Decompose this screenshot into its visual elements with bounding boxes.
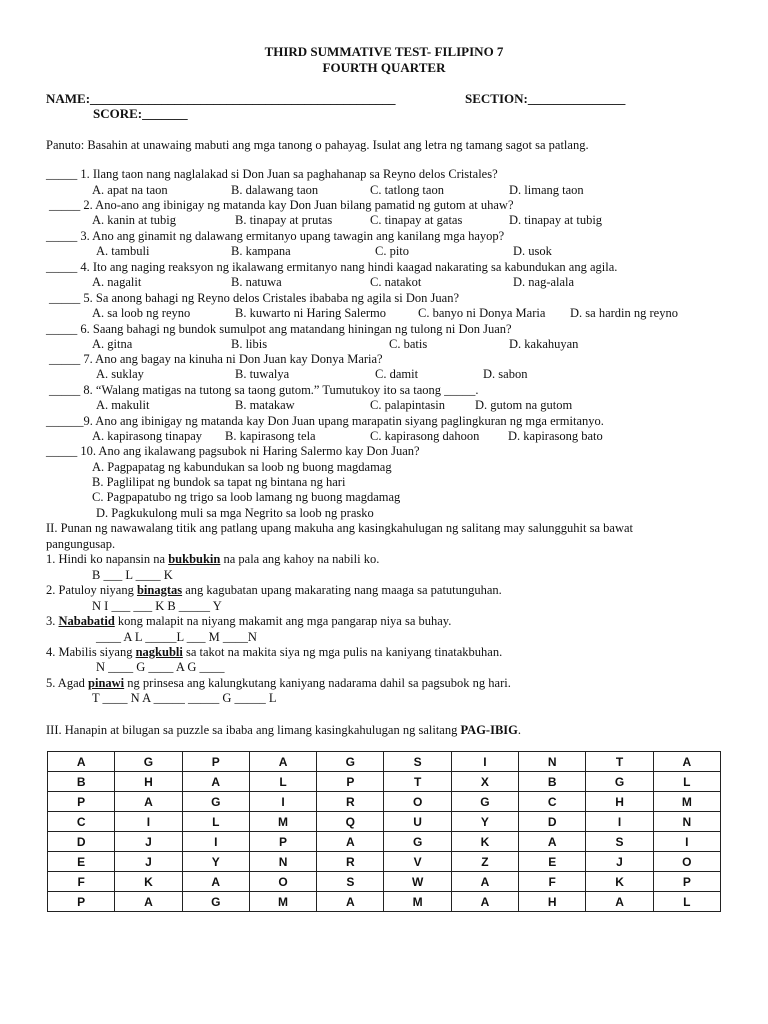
puzzle-row bbox=[48, 772, 721, 792]
puzzle-cell[interactable]: P bbox=[48, 892, 115, 912]
puzzle-cell[interactable]: A bbox=[182, 772, 249, 792]
q10-choice-c: C. Pagpapatubo ng trigo sa loob lamang ng buong magdamag bbox=[92, 490, 401, 504]
puzzle-cell[interactable]: N bbox=[653, 812, 720, 832]
puzzle-cell[interactable]: P bbox=[249, 832, 316, 852]
q10-choice-b: B. Paglilipat ng bundok sa tapat ng bintana ng hari bbox=[92, 475, 346, 489]
puzzle-cell[interactable]: S bbox=[384, 752, 451, 772]
puzzle-cell[interactable]: C bbox=[48, 812, 115, 832]
puzzle-cell[interactable]: A bbox=[115, 892, 182, 912]
puzzle-cell[interactable]: O bbox=[653, 852, 720, 872]
puzzle-cell[interactable]: F bbox=[48, 872, 115, 892]
q5-choice-d: D. sa hardin ng reyno bbox=[570, 306, 678, 320]
part2-item-5: 5. Agad pinawi ng prinsesa ang kalungkutang kaniyang nadarama dahil sa pagsubok ng hari. bbox=[46, 676, 511, 690]
q9-choice-d: D. kapirasong bato bbox=[508, 429, 603, 443]
puzzle-cell[interactable]: L bbox=[249, 772, 316, 792]
score-field-label: SCORE:_______ bbox=[93, 106, 188, 121]
puzzle-row bbox=[48, 852, 721, 872]
q7-choice-d: D. sabon bbox=[483, 367, 528, 381]
question-5: _____ 5. Sa anong bahagi ng Reyno delos Cristales ibababa ng agila si Don Juan? bbox=[49, 291, 459, 305]
puzzle-cell[interactable]: A bbox=[451, 892, 518, 912]
q8-choice-c: C. palapintasin bbox=[370, 398, 445, 412]
q5-choice-a: A. sa loob ng reyno bbox=[92, 306, 191, 320]
puzzle-cell[interactable]: J bbox=[115, 852, 182, 872]
puzzle-cell[interactable]: A bbox=[48, 752, 115, 772]
puzzle-cell[interactable]: C bbox=[519, 792, 586, 812]
puzzle-cell[interactable]: P bbox=[317, 772, 384, 792]
puzzle-cell[interactable]: T bbox=[586, 752, 653, 772]
puzzle-cell[interactable]: L bbox=[653, 772, 720, 792]
puzzle-cell[interactable]: K bbox=[115, 872, 182, 892]
puzzle-cell[interactable]: I bbox=[182, 832, 249, 852]
puzzle-cell[interactable]: G bbox=[182, 892, 249, 912]
puzzle-cell[interactable]: P bbox=[48, 792, 115, 812]
q7-choice-c: C. damit bbox=[375, 367, 419, 381]
test-subtitle: FOURTH QUARTER bbox=[322, 60, 446, 75]
q2-choice-b: B. tinapay at prutas bbox=[235, 213, 333, 227]
question-9: ______9. Ano ang ibinigay ng matanda kay Don Juan upang marapatin siyang paglingkuran ng mga ermitanyo. bbox=[46, 414, 604, 428]
question-6: _____ 6. Saang bahagi ng bundok sumulpot ang matandang hiningan ng tulong ni Don Juan? bbox=[46, 322, 512, 336]
puzzle-row bbox=[48, 752, 721, 772]
puzzle-cell[interactable]: A bbox=[249, 752, 316, 772]
puzzle-cell[interactable]: A bbox=[317, 892, 384, 912]
keyword: PAG-IBIG bbox=[460, 723, 518, 737]
puzzle-cell[interactable]: A bbox=[115, 792, 182, 812]
part2-instruction-line2: pangungusap. bbox=[46, 537, 116, 551]
q5-choice-b: B. kuwarto ni Haring Salermo bbox=[235, 306, 387, 320]
puzzle-cell[interactable]: Z bbox=[451, 852, 518, 872]
puzzle-cell[interactable]: A bbox=[653, 752, 720, 772]
q4-choice-a: A. nagalit bbox=[92, 275, 142, 289]
underlined-word: binagtas bbox=[136, 583, 183, 597]
puzzle-cell[interactable]: N bbox=[249, 852, 316, 872]
q3-choice-d: D. usok bbox=[513, 244, 552, 258]
q10-choice-d: D. Pagkukulong muli sa mga Negrito sa loob ng prasko bbox=[96, 506, 374, 520]
puzzle-row bbox=[48, 872, 721, 892]
instructions: Panuto: Basahin at unawaing mabuti ang mga tanong o pahayag. Isulat ang letra ng tamang sagot sa patlang. bbox=[46, 138, 589, 152]
q8-choice-b: B. matakaw bbox=[235, 398, 295, 412]
puzzle-cell[interactable]: W bbox=[384, 872, 451, 892]
puzzle-cell[interactable]: U bbox=[384, 812, 451, 832]
puzzle-cell[interactable]: V bbox=[384, 852, 451, 872]
puzzle-cell[interactable]: R bbox=[317, 792, 384, 812]
q10-choice-a: A. Pagpapatag ng kabundukan sa loob ng buong magdamag bbox=[92, 460, 392, 474]
puzzle-cell[interactable]: E bbox=[519, 852, 586, 872]
puzzle-cell[interactable]: Q bbox=[317, 812, 384, 832]
puzzle-cell[interactable]: O bbox=[384, 792, 451, 812]
underlined-word: Nababatid bbox=[58, 614, 115, 628]
puzzle-cell[interactable]: G bbox=[182, 792, 249, 812]
q8-choice-a: A. makulit bbox=[96, 398, 150, 412]
puzzle-row bbox=[48, 892, 721, 912]
underlined-word: nagkubli bbox=[135, 645, 183, 659]
part2-item-4: 4. Mabilis siyang nagkubli sa takot na makita siya ng mga pulis na kaniyang tinatakbuhan. bbox=[46, 645, 503, 659]
part2-pattern-5: T ____ N A _____ _____ G _____ L bbox=[92, 691, 277, 705]
puzzle-cell[interactable]: J bbox=[586, 852, 653, 872]
puzzle-cell[interactable]: N bbox=[519, 752, 586, 772]
puzzle-cell[interactable]: G bbox=[115, 752, 182, 772]
puzzle-cell[interactable]: A bbox=[451, 872, 518, 892]
puzzle-cell[interactable]: L bbox=[653, 892, 720, 912]
puzzle-row bbox=[48, 812, 721, 832]
puzzle-cell[interactable]: H bbox=[586, 792, 653, 812]
question-4: _____ 4. Ito ang naging reaksyon ng ikalawang ermitanyo nang hindi kaagad nakarating sa kabundukan ang agila. bbox=[46, 260, 618, 274]
q6-choice-a: A. gitna bbox=[92, 337, 133, 351]
puzzle-cell[interactable]: P bbox=[653, 872, 720, 892]
puzzle-cell[interactable]: J bbox=[115, 832, 182, 852]
puzzle-cell[interactable]: F bbox=[519, 872, 586, 892]
q9-choice-c: C. kapirasong dahoon bbox=[370, 429, 480, 443]
part2-item-1: 1. Hindi ko napansin na bukbukin na pala ang kahoy na nabili ko. bbox=[46, 552, 380, 566]
puzzle-cell[interactable]: G bbox=[586, 772, 653, 792]
puzzle-cell[interactable]: Y bbox=[451, 812, 518, 832]
q1-choice-d: D. limang taon bbox=[509, 183, 584, 197]
q2-choice-d: D. tinapay at tubig bbox=[509, 213, 603, 227]
q1-choice-c: C. tatlong taon bbox=[370, 183, 444, 197]
puzzle-cell[interactable]: H bbox=[115, 772, 182, 792]
part2-pattern-2: N I ___ ___ K B _____ Y bbox=[92, 599, 222, 613]
q9-choice-b: B. kapirasong tela bbox=[225, 429, 316, 443]
word-search-puzzle bbox=[47, 751, 721, 912]
part2-pattern-4: N ____ G ____ A G ____ bbox=[96, 660, 225, 674]
puzzle-cell[interactable]: L bbox=[182, 812, 249, 832]
puzzle-cell[interactable]: I bbox=[586, 812, 653, 832]
puzzle-cell[interactable]: E bbox=[48, 852, 115, 872]
part2-instruction-line1: II. Punan ng nawawalang titik ang patlang upang makuha ang kasingkahulugan ng salitang may salungguhit sa bawat bbox=[46, 521, 634, 535]
question-3: _____ 3. Ano ang ginamit ng dalawang ermitanyo upang tawagin ang kanilang mga hayop? bbox=[46, 229, 505, 243]
q4-choice-d: D. nag-alala bbox=[513, 275, 575, 289]
puzzle-cell[interactable]: G bbox=[451, 792, 518, 812]
puzzle-cell[interactable]: R bbox=[317, 852, 384, 872]
q1-choice-b: B. dalawang taon bbox=[231, 183, 319, 197]
q3-choice-c: C. pito bbox=[375, 244, 410, 258]
puzzle-cell[interactable]: P bbox=[182, 752, 249, 772]
q7-choice-a: A. suklay bbox=[96, 367, 144, 381]
puzzle-cell[interactable]: I bbox=[115, 812, 182, 832]
q7-choice-b: B. tuwalya bbox=[235, 367, 290, 381]
puzzle-cell[interactable]: A bbox=[586, 892, 653, 912]
part2-pattern-1: B ___ L ____ K bbox=[92, 568, 173, 582]
puzzle-cell[interactable]: A bbox=[317, 832, 384, 852]
puzzle-row bbox=[48, 832, 721, 852]
puzzle-cell[interactable]: D bbox=[48, 832, 115, 852]
q3-choice-a: A. tambuli bbox=[96, 244, 150, 258]
puzzle-cell[interactable]: S bbox=[317, 872, 384, 892]
puzzle-cell[interactable]: M bbox=[249, 812, 316, 832]
puzzle-cell[interactable]: G bbox=[384, 832, 451, 852]
part3-instruction: III. Hanapin at bilugan sa puzzle sa ibaba ang limang kasingkahulugan ng salitang PAG-IBIG. bbox=[46, 723, 522, 737]
question-10: _____ 10. Ano ang ikalawang pagsubok ni Haring Salermo kay Don Juan? bbox=[46, 444, 420, 458]
puzzle-cell[interactable]: B bbox=[48, 772, 115, 792]
puzzle-cell[interactable]: I bbox=[249, 792, 316, 812]
puzzle-cell[interactable]: O bbox=[249, 872, 316, 892]
puzzle-cell[interactable]: T bbox=[384, 772, 451, 792]
q2-choice-c: C. tinapay at gatas bbox=[370, 213, 463, 227]
puzzle-cell[interactable]: I bbox=[653, 832, 720, 852]
puzzle-cell[interactable]: D bbox=[519, 812, 586, 832]
question-7: _____ 7. Ano ang bagay na kinuha ni Don Juan kay Donya Maria? bbox=[49, 352, 383, 366]
puzzle-cell[interactable]: A bbox=[182, 872, 249, 892]
q6-choice-b: B. libis bbox=[231, 337, 268, 351]
puzzle-cell[interactable]: A bbox=[519, 832, 586, 852]
underlined-word: bukbukin bbox=[168, 552, 221, 566]
q3-choice-b: B. kampana bbox=[231, 244, 291, 258]
underlined-word: pinawi bbox=[88, 676, 125, 690]
puzzle-cell[interactable]: Y bbox=[182, 852, 249, 872]
part2-item-2: 2. Patuloy niyang binagtas ang kagubatan upang makarating nang maaga sa patutunguhan. bbox=[46, 583, 502, 597]
puzzle-row bbox=[48, 792, 721, 812]
q6-choice-d: D. kakahuyan bbox=[509, 337, 579, 351]
puzzle-cell[interactable]: M bbox=[249, 892, 316, 912]
puzzle-cell[interactable]: K bbox=[451, 832, 518, 852]
q1-choice-a: A. apat na taon bbox=[92, 183, 168, 197]
puzzle-cell[interactable]: S bbox=[586, 832, 653, 852]
puzzle-cell[interactable]: H bbox=[519, 892, 586, 912]
q8-choice-d: D. gutom na gutom bbox=[475, 398, 573, 412]
question-8: _____ 8. “Walang matigas na tutong sa taong gutom.” Tumutukoy ito sa taong _____. bbox=[49, 383, 479, 397]
puzzle-cell[interactable]: M bbox=[653, 792, 720, 812]
section-field-label: SECTION:_______________ bbox=[465, 91, 626, 106]
question-1: _____ 1. Ilang taon nang naglalakad si Don Juan sa paghahanap sa Reyno delos Cristales? bbox=[46, 167, 498, 181]
puzzle-cell[interactable]: M bbox=[384, 892, 451, 912]
puzzle-cell[interactable]: G bbox=[317, 752, 384, 772]
puzzle-cell[interactable]: K bbox=[586, 872, 653, 892]
q9-choice-a: A. kapirasong tinapay bbox=[92, 429, 203, 443]
puzzle-cell[interactable]: I bbox=[451, 752, 518, 772]
puzzle-cell[interactable]: X bbox=[451, 772, 518, 792]
part2-pattern-3: ____ A L _____L ___ M ____N bbox=[96, 630, 257, 644]
question-2: _____ 2. Ano-ano ang ibinigay ng matanda kay Don Juan bilang pamatid ng gutom at uhaw? bbox=[49, 198, 514, 212]
q6-choice-c: C. batis bbox=[389, 337, 428, 351]
q4-choice-b: B. natuwa bbox=[231, 275, 282, 289]
name-field-label: NAME:_______________________________________________ bbox=[46, 91, 396, 106]
q2-choice-a: A. kanin at tubig bbox=[92, 213, 177, 227]
q4-choice-c: C. natakot bbox=[370, 275, 422, 289]
test-title: THIRD SUMMATIVE TEST- FILIPINO 7 bbox=[264, 44, 504, 59]
puzzle-cell[interactable]: B bbox=[519, 772, 586, 792]
q5-choice-c: C. banyo ni Donya Maria bbox=[418, 306, 546, 320]
part2-item-3: 3. Nababatid kong malapit na niyang makamit ang mga pangarap niya sa buhay. bbox=[46, 614, 452, 628]
